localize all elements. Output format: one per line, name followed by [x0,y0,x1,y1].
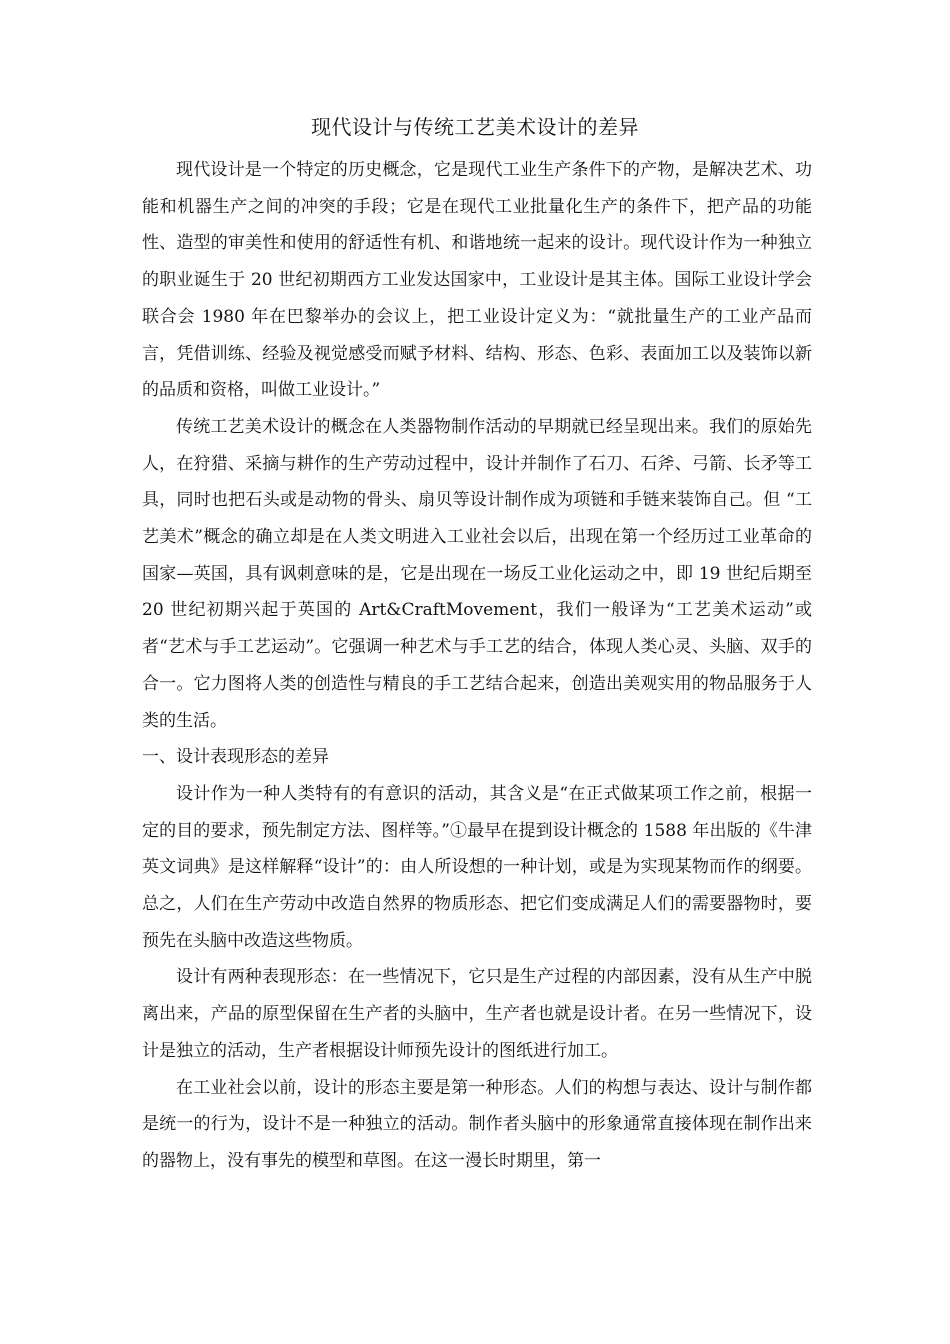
document-body [142,152,812,1180]
paragraph-pre-industrial: 在工业社会以前，设计的形态主要是第一种形态。人们的构想与表达、设计与制作都是统一的行为，设计不是一种独立的活动。制作者头脑中的形象通常直接体现在制作出来的器物上，没有事先的模型和草图。在这一漫长时期里，第一 [142,1077,812,1171]
paragraph-design-definition: 设计作为一种人类特有的有意识的活动，其含义是“在正式做某项工作之前，根据一定的目的要求，预先制定方法、图样等。”①最早在提到设计概念的 1588 年出版的《牛津英文词典》是这样解释“设计”的：由人所设想的一种计划，或是为实现某物而作的纲要。总之，人们在生产劳动中改造自然界的物质形态、把它们变成满足人们的需要器物时，要预先在头脑中改造这些物质。 [142,783,812,951]
paragraph-traditional-craft: 传统工艺美术设计的概念在人类器物制作活动的早期就已经呈现出来。我们的原始先人，在狩猎、采摘与耕作的生产劳动过程中，设计并制作了石刀、石斧、弓箭、长矛等工具，同时也把石头或是动物的骨头、扇贝等设计制作成为项链和手链来装饰自己。但 “工艺美术”概念的确立却是在人类文明进入工业社会以后，出现在第一个经历过工业革命的国家—英国，具有讽刺意味的是，它是出现在一场反工业化运动之中，即 19 世纪后期至 20 世纪初期兴起于英国的 Art&CraftMovement，我们一般译为“工艺美术运动”或者“艺术与手工艺运动”。它强调一种艺术与手工艺的结合，体现人类心灵、头脑、双手的合一。它力图将人类的创造性与精良的手工艺结合起来，创造出美观实用的物品服务于人类的生活。 [142,416,812,731]
document-title: 现代设计与传统工艺美术设计的差异 [311,115,639,139]
section-heading: 一、设计表现形态的差异 [142,747,329,768]
paragraph-design-forms: 设计有两种表现形态：在一些情况下，它只是生产过程的内部因素，没有从生产中脱离出来，产品的原型保留在生产者的头脑中，生产者也就是设计者。在另一些情况下，设计是独立的活动，生产者根据设计师预先设计的图纸进行加工。 [142,967,812,1061]
paragraph-modern-design: 现代设计是一个特定的历史概念，它是现代工业生产条件下的产物，是解决艺术、功能和机器生产之间的冲突的手段；它是在现代工业批量化生产的条件下，把产品的功能性、造型的审美性和使用的舒适性有机、和谐地统一起来的设计。现代设计作为一种独立的职业诞生于 20 世纪初期西方工业发达国家中，工业设计是其主体。国际工业设计学会联合会 1980 年在巴黎举办的会议上，把工业设计定义为：“就批量生产的工业产品而言，凭借训练、经验及视觉感受而赋予材料、结构、形态、色彩、表面加工以及装饰以新的品质和资格，叫做工业设计。” [142,160,812,401]
